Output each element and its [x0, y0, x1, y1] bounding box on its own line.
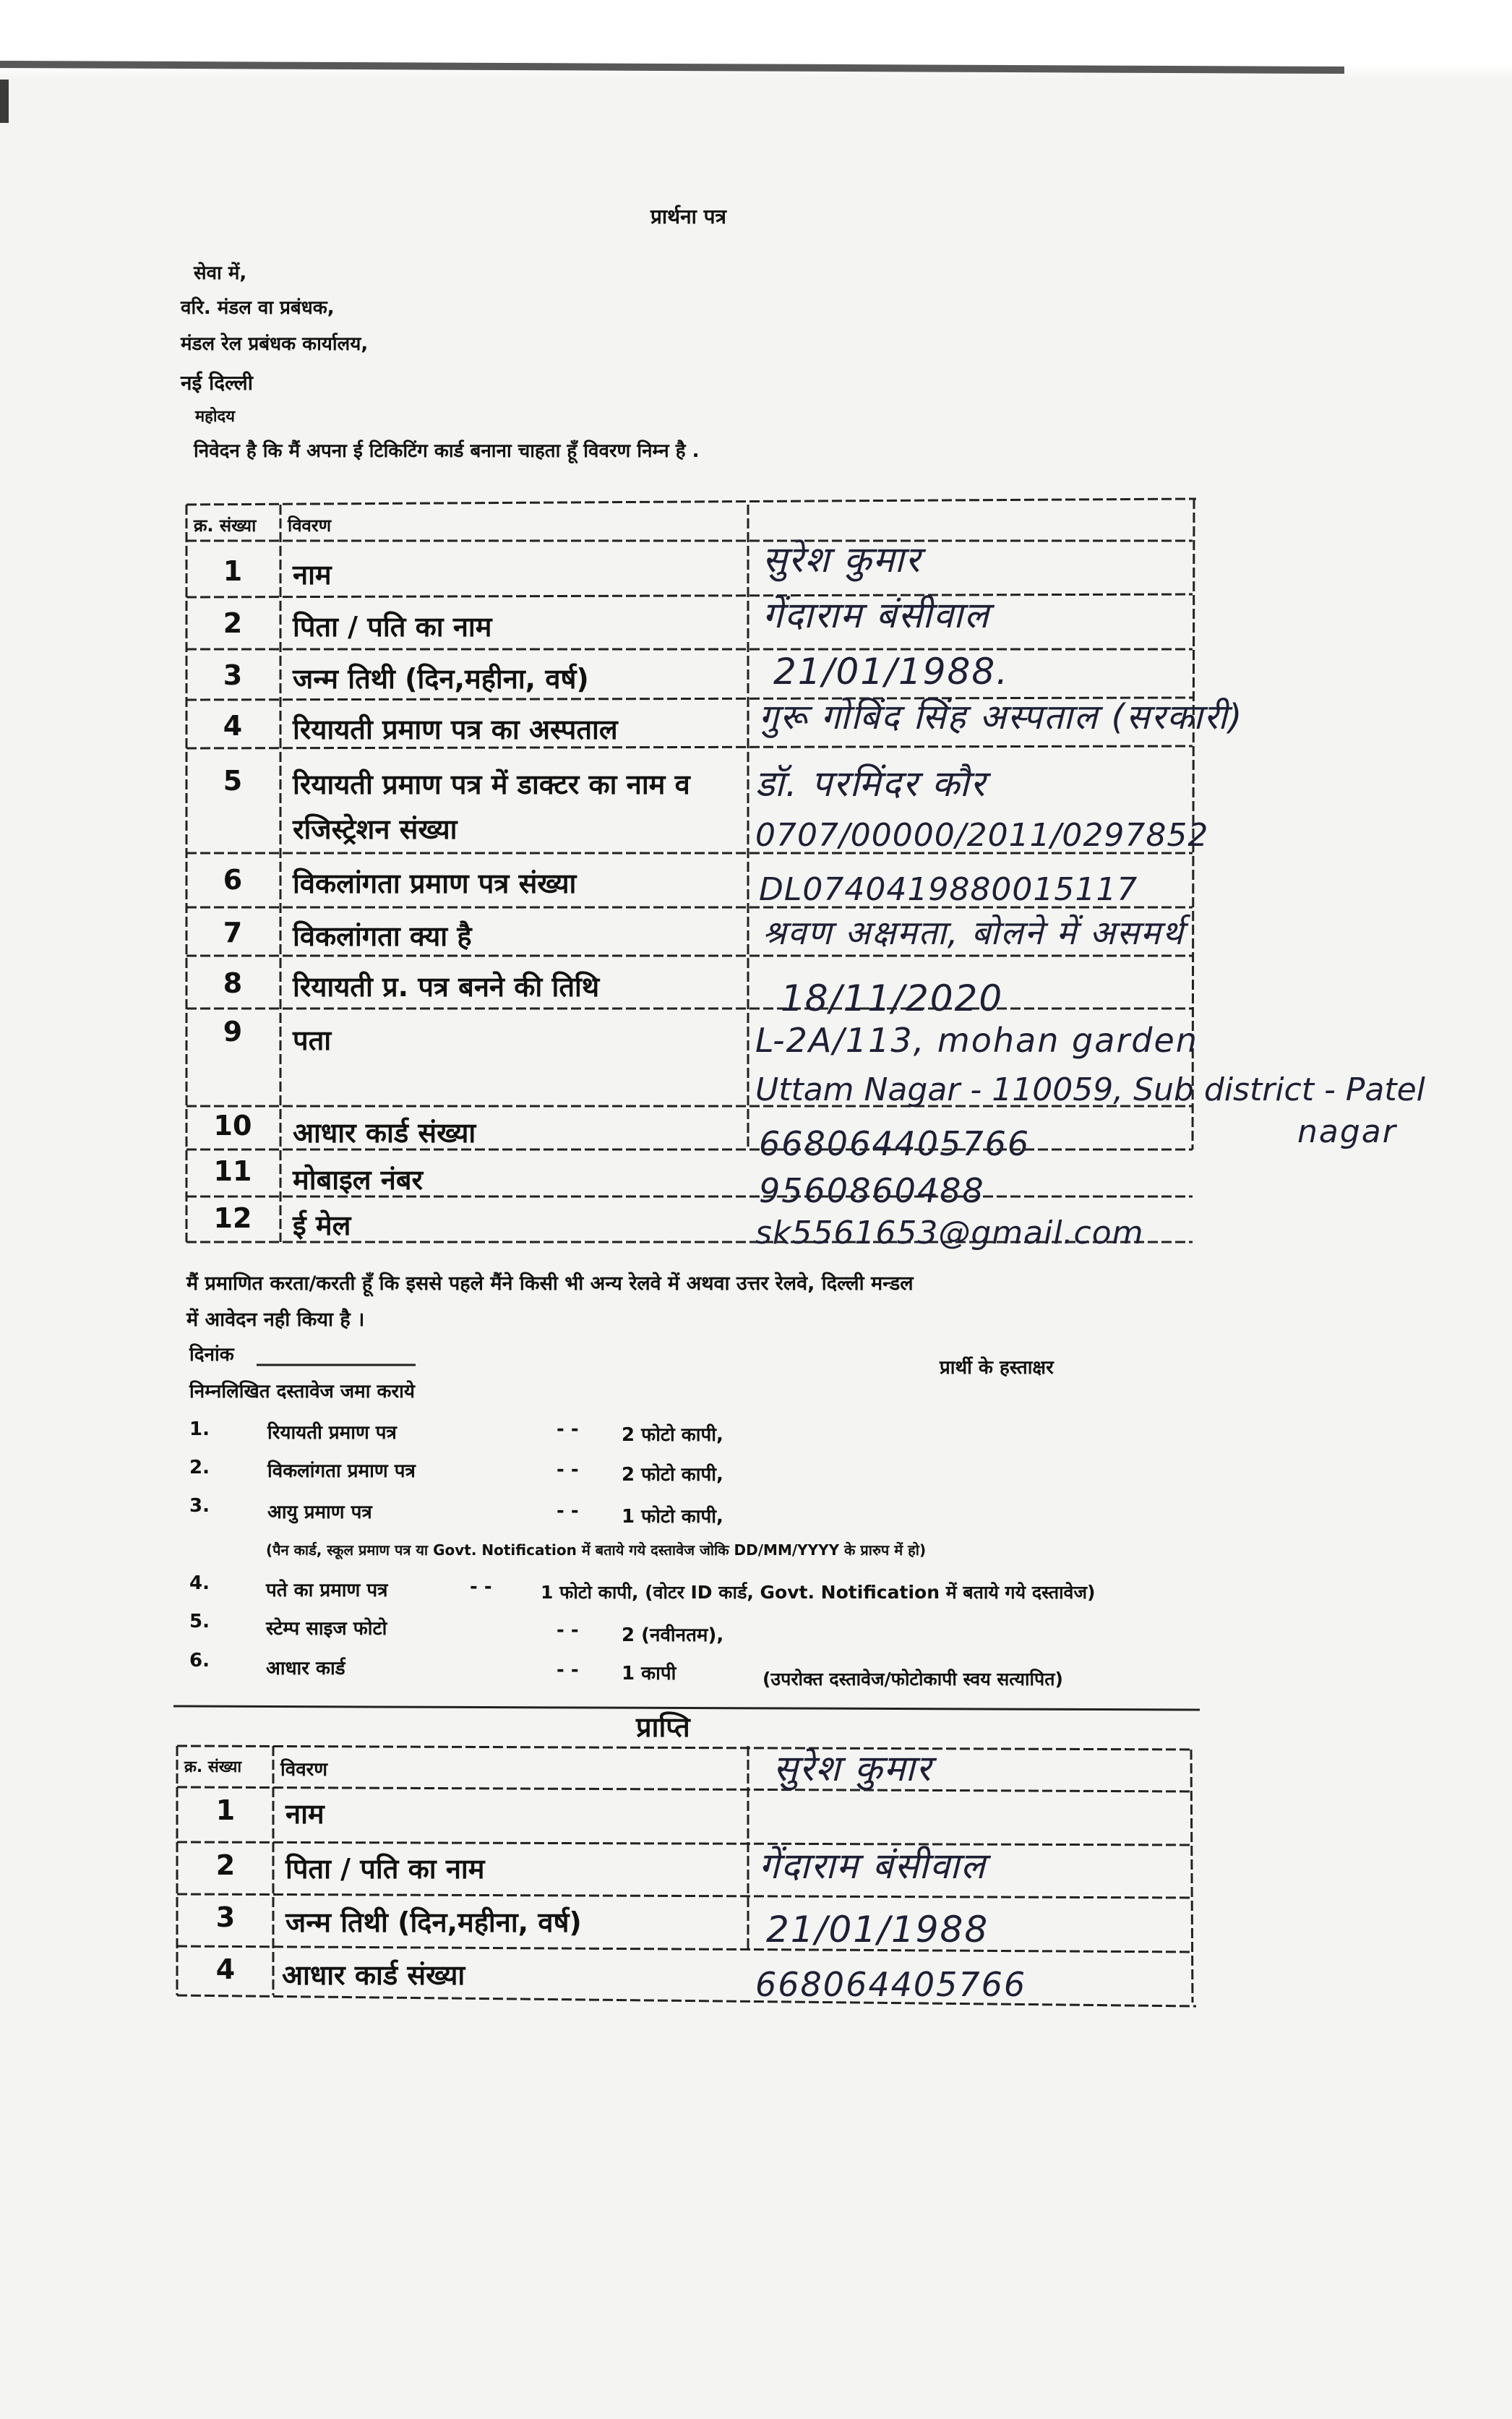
row-6-sn: 6: [223, 864, 243, 896]
row-9-value-2: Uttam Nagar - 110059, Sub district - Patel: [755, 1071, 1425, 1108]
doc-3-name: आयु प्रमाण पत्र: [267, 1502, 372, 1523]
row-11-value: 9560860488: [759, 1171, 985, 1210]
row-11-sn: 11: [213, 1155, 252, 1187]
doc-4-copies: 1 फोटो कापी, (वोटर ID कार्ड, Govt. Notification में बताये गये दस्तावेज): [541, 1582, 1096, 1603]
doc-5-copies: 2 (नवीनतम),: [622, 1624, 724, 1646]
row-9-value-3: nagar: [1297, 1113, 1397, 1150]
row-4-value: गुरू गोबिंद सिंह अस्पताल (सरकारी): [759, 697, 1244, 737]
date-label: दिनांक: [189, 1344, 234, 1366]
receipt-row-1-sn: 1: [215, 1794, 236, 1826]
doc-1-copies: 2 फोटो कापी,: [622, 1424, 723, 1446]
row-5-sn: 5: [223, 765, 243, 797]
receipt-header-sn: क्र. संख्या: [184, 1758, 242, 1776]
address-line-2: वरि. मंडल वा प्रबंधक,: [181, 297, 335, 319]
doc-6-num: 6.: [189, 1650, 210, 1671]
receipt-row-4-label: आधार कार्ड संख्या: [282, 1959, 465, 1991]
doc-1-num: 1.: [189, 1418, 210, 1440]
row-9-sn: 9: [223, 1016, 243, 1048]
receipt-row-2-sn: 2: [215, 1849, 236, 1881]
receipt-row-1-label: नाम: [285, 1798, 325, 1830]
row-10-value: 668064405766: [759, 1124, 1031, 1163]
row-1-label: नाम: [293, 559, 332, 591]
row-5-value: डॉ. परमिंदर कौर: [755, 763, 987, 805]
row-7-value: श्रवण अक्षमता, बोलने में असमर्थ: [763, 913, 1185, 952]
row-4-sn: 4: [223, 710, 243, 742]
row-10-label: आधार कार्ड संख्या: [293, 1117, 476, 1149]
receipt-row-3-label: जन्म तिथी (दिन,महीना, वर्ष): [285, 1906, 582, 1938]
row-2-sn: 2: [223, 607, 243, 639]
receipt-row-3-value: 21/01/1988: [766, 1909, 989, 1951]
row-3-value: 21/01/1988.: [773, 651, 1010, 693]
row-12-value: sk5561653@gmail.com: [755, 1215, 1144, 1251]
row-12-label: ई मेल: [293, 1210, 351, 1241]
row-2-value: गेंदाराम बंसीवाल: [763, 594, 990, 636]
doc-6-name: आधार कार्ड: [266, 1658, 345, 1679]
doc-3-num: 3.: [189, 1495, 210, 1517]
receipt-row-4-value: 668064405766: [755, 1965, 1027, 2004]
documents-heading: निम्नलिखित दस्तावेज जमा कराये: [189, 1381, 415, 1403]
doc-4-name: पते का प्रमाण पत्र: [266, 1580, 388, 1601]
doc-6-sep: - -: [557, 1659, 579, 1681]
row-7-sn: 7: [223, 917, 243, 949]
salutation: महोदय: [195, 408, 235, 426]
table-header-detail: विवरण: [288, 515, 332, 536]
receipt-row-1-value: सुरेश कुमार: [773, 1747, 932, 1789]
doc-2-num: 2.: [189, 1457, 210, 1478]
row-12-sn: 12: [213, 1202, 252, 1234]
doc-6-copies: 1 कापी: [622, 1663, 676, 1684]
row-3-sn: 3: [223, 659, 243, 691]
address-line-3: मंडल रेल प्रबंधक कार्यालय,: [181, 333, 369, 355]
doc-5-num: 5.: [189, 1611, 210, 1632]
doc-2-name: विकलांगता प्रमाण पत्र: [267, 1460, 416, 1482]
receipt-heading: प्राप्ति: [636, 1711, 690, 1743]
doc-5-sep: - -: [557, 1619, 579, 1641]
row-1-sn: 1: [223, 555, 243, 587]
row-8-label: रियायती प्र. पत्र बनने की तिथि: [293, 971, 600, 1003]
row-5-label-2: रजिस्ट्रेशन संख्या: [293, 813, 458, 845]
signature-label: प्रार्थी के हस्ताक्षर: [940, 1357, 1054, 1379]
receipt-row-2-label: पिता / पति का नाम: [285, 1853, 485, 1885]
row-8-value: 18/11/2020: [781, 977, 1004, 1019]
row-9-value: L-2A/113, mohan garden: [755, 1021, 1198, 1060]
doc-3-note: (पैन कार्ड, स्कूल प्रमाण पत्र या Govt. Notification में बताये गये दस्तावेज जोकि DD/MM/YYYY के प्रारुप में हो): [266, 1541, 927, 1559]
doc-1-name: रियायती प्रमाण पत्र: [267, 1422, 397, 1444]
doc-1-sep: - -: [557, 1418, 579, 1440]
document-title: प्रार्थना पत्र: [650, 205, 726, 228]
row-10-sn: 10: [213, 1110, 252, 1142]
attested-note: (उपरोक्त दस्तावेज/फोटोकापी स्वय सत्यापित): [763, 1669, 1063, 1690]
address-line-1: सेवा में,: [194, 262, 247, 284]
row-2-label: पिता / पति का नाम: [293, 611, 492, 643]
row-9-label: पता: [293, 1024, 332, 1056]
declaration-line-2: में आवेदन नही किया है ।: [186, 1309, 365, 1331]
doc-5-name: स्टेम्प साइज फोटो: [266, 1618, 387, 1640]
declaration-line-1: मैं प्रमाणित करता/करती हूँ कि इससे पहले मैंने किसी भी अन्य रेलवे में अथवा उत्तर रेलवे, दिल्ली मन्डल: [186, 1272, 914, 1295]
receipt-row-2-value: गेंदाराम बंसीवाल: [759, 1845, 987, 1887]
row-4-label: रियायती प्रमाण पत्र का अस्पताल: [293, 714, 618, 745]
doc-4-num: 4.: [189, 1572, 210, 1594]
request-line: निवेदन है कि मैं अपना ई टिकिटिंग कार्ड बनाना चाहता हूँ विवरण निम्न है .: [194, 440, 700, 462]
row-1-value: सुरेश कुमार: [763, 539, 922, 581]
row-6-value: DL0740419880015117: [759, 871, 1138, 908]
receipt-row-4-sn: 4: [215, 1953, 236, 1985]
row-3-label: जन्म तिथी (दिन,महीना, वर्ष): [293, 663, 589, 695]
doc-3-sep: - -: [557, 1500, 579, 1522]
address-line-4: नई दिल्ली: [181, 371, 254, 395]
doc-3-copies: 1 फोटो कापी,: [622, 1506, 723, 1528]
doc-2-copies: 2 फोटो कापी,: [622, 1464, 723, 1486]
row-7-label: विकलांगता क्या है: [293, 920, 472, 952]
row-5-label: रियायती प्रमाण पत्र में डाक्टर का नाम व: [293, 768, 690, 800]
receipt-row-3-sn: 3: [215, 1901, 236, 1933]
row-8-sn: 8: [223, 967, 243, 999]
doc-2-sep: - -: [557, 1459, 579, 1481]
table-header-sn: क्र. संख्या: [194, 515, 257, 536]
row-11-label: मोबाइल नंबर: [293, 1164, 424, 1196]
row-5-value-2: 0707/00000/2011/0297852: [755, 817, 1209, 854]
receipt-header-detail: विवरण: [280, 1759, 328, 1781]
row-6-label: विकलांगता प्रमाण पत्र संख्या: [293, 868, 577, 899]
doc-4-sep: - -: [470, 1576, 492, 1598]
